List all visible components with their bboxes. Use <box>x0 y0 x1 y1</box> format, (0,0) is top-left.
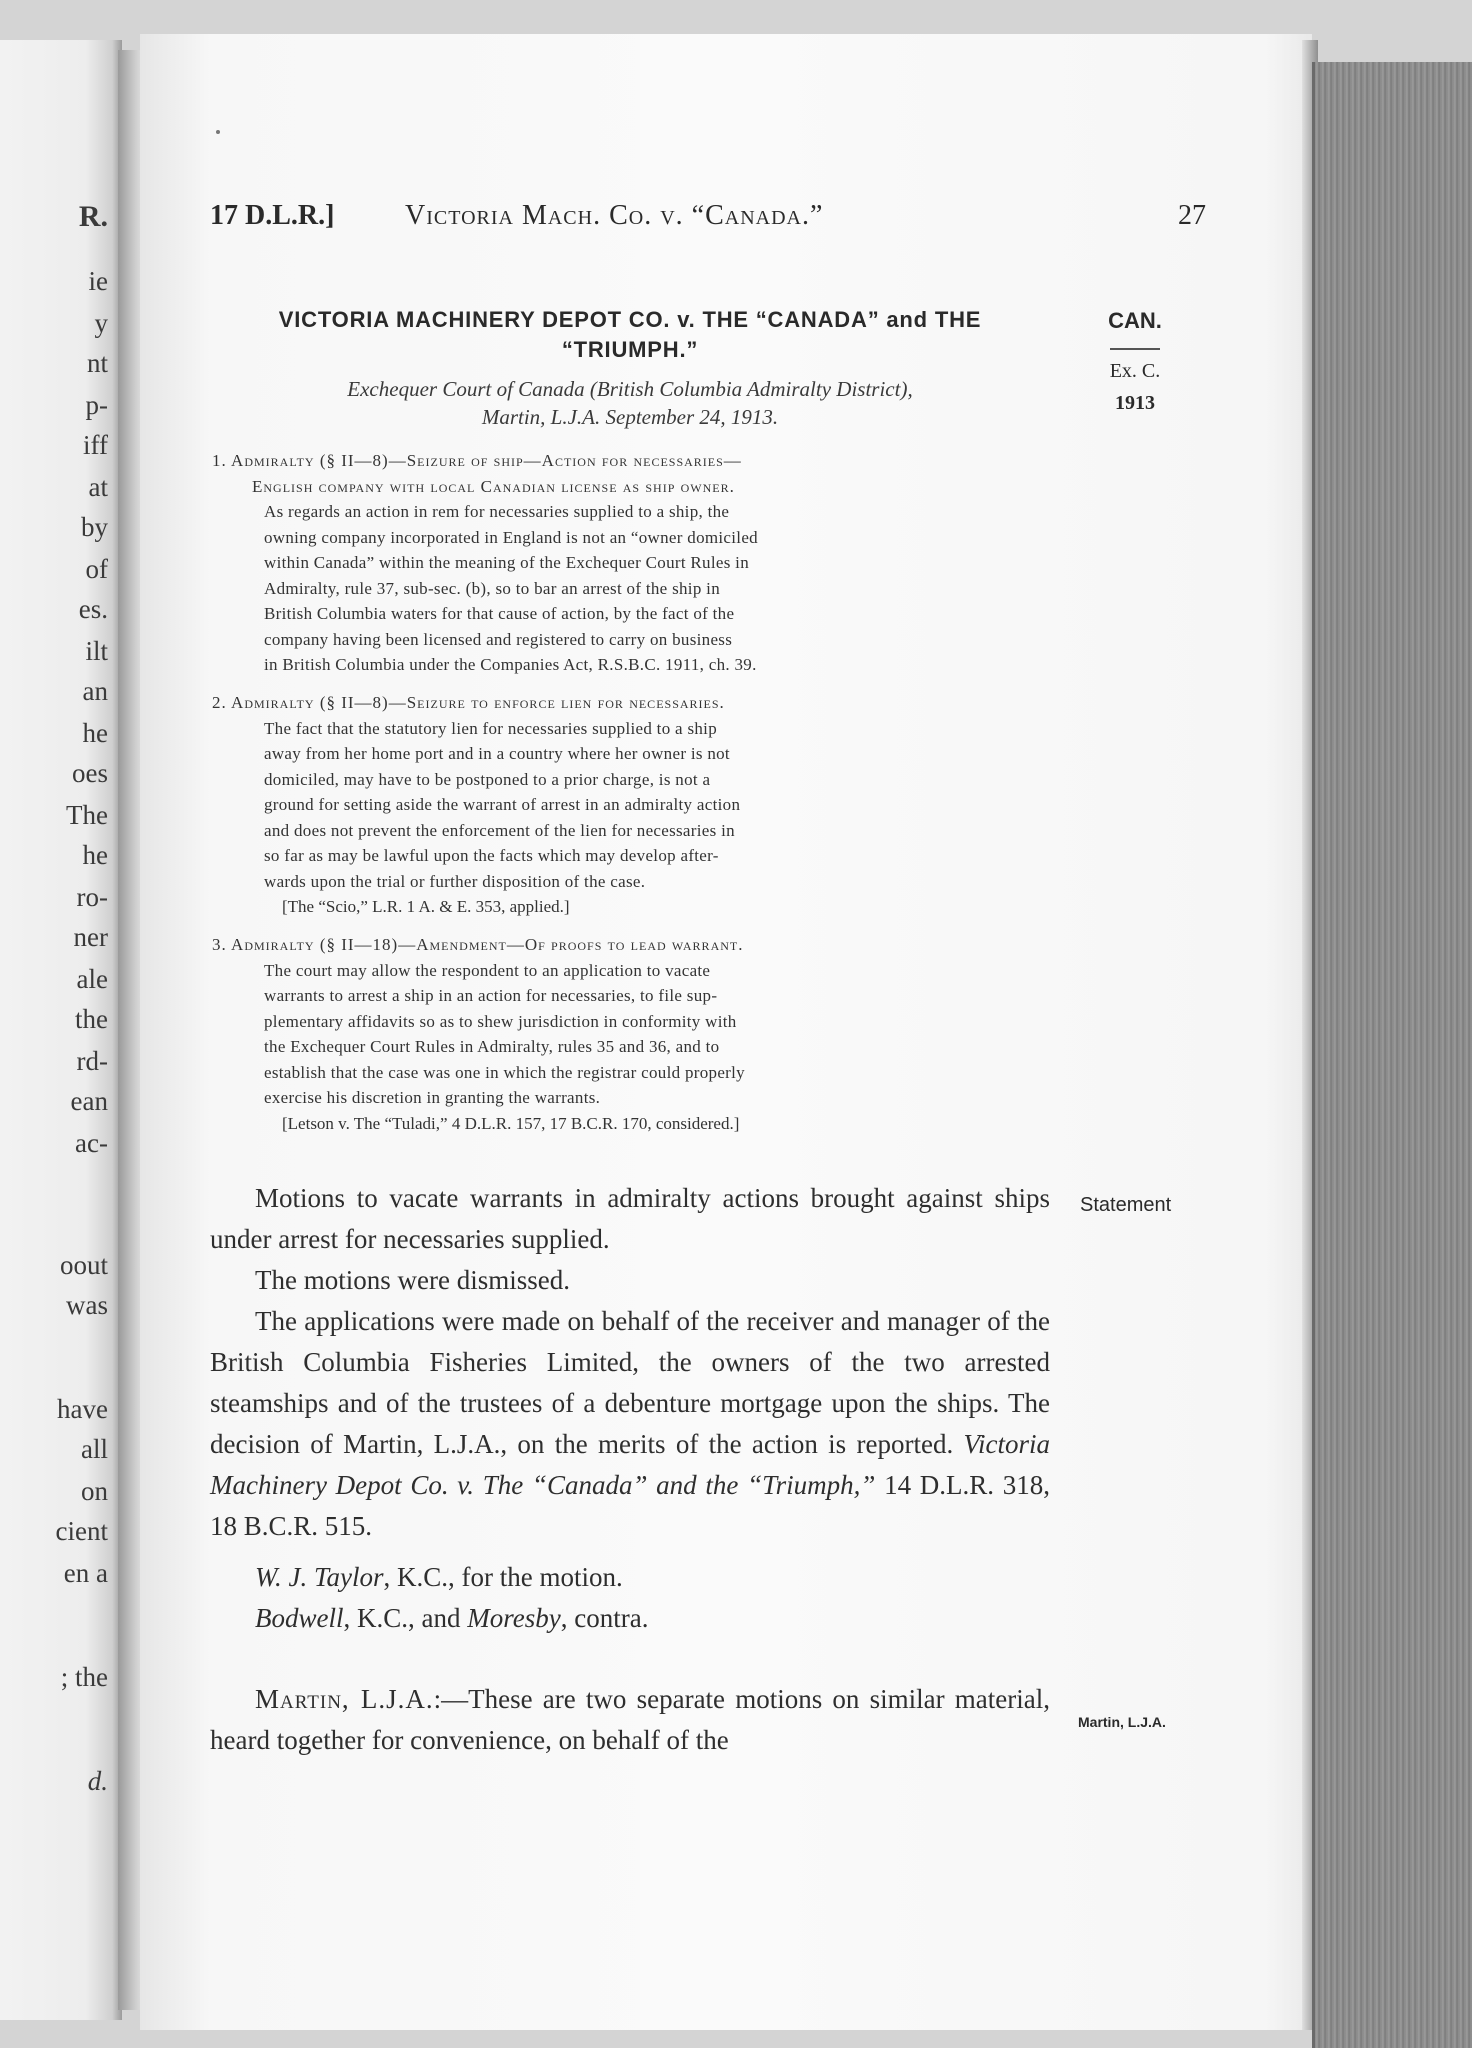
report-reference: 14 D.L.R. 318, 18 B.C.R. 515. <box>210 1470 1050 1541</box>
statement-paragraph: Motions to vacate warrants in admiralty actions brought against ships under arrest for necessaries supplied. <box>210 1183 1050 1254</box>
left-fragment: d. <box>87 1766 108 1796</box>
headnote-line: The fact that the statutory lien for necessaries supplied to a ship <box>264 718 717 738</box>
headnote-line: Admiralty, rule 37, sub-sec. (b), so to bar an arrest of the ship in <box>264 578 720 598</box>
left-fragment: ean <box>70 1086 108 1116</box>
left-fragment: oes <box>72 758 108 788</box>
headnote-line: in British Columbia under the Companies Act, R.S.B.C. 1911, ch. 39. <box>264 655 757 674</box>
headnote-line: and does not prevent the enforcement of the lien for necessaries in <box>264 820 735 840</box>
left-fragment: nt <box>86 348 108 378</box>
left-fragment: oout <box>59 1250 108 1280</box>
headnote-line: British Columbia waters for that cause of action, by the fact of the <box>264 604 735 623</box>
headnote-3 <box>212 932 1052 1136</box>
margin-judge: Martin, L.J.A. <box>1078 1714 1166 1730</box>
headnote-line: plementary affidavits so as to shew jurisdiction in conformity with <box>264 1011 737 1031</box>
headnote-citation: [Letson v. The “Tuladi,” 4 D.L.R. 157, 17 B.C.R. 170, considered.] <box>282 1113 740 1133</box>
left-fragment: by <box>81 512 108 542</box>
headnote-line: establish that the case was one in which the registrar could properly <box>264 1062 745 1082</box>
judgment-text: :—These are two separate motions on similar material, heard together for convenience, on behalf of the <box>210 1684 1050 1755</box>
left-fragment: on <box>81 1476 108 1506</box>
headnote-line: within Canada” within the meaning of the Exchequer Court Rules in <box>264 553 749 572</box>
left-fragment: he <box>82 718 108 748</box>
side-rule <box>1110 348 1160 350</box>
left-fragment: en a <box>63 1558 108 1588</box>
case-title <box>210 305 1050 365</box>
left-fragment: the <box>75 1004 108 1034</box>
case-title-line: “TRIUMPH.” <box>561 337 699 362</box>
left-fragment: all <box>81 1434 108 1464</box>
judge-name: Martin, L.J.A. <box>255 1684 434 1714</box>
speck <box>216 130 220 134</box>
headnote-heading-cont: English company with local Canadian license as ship owner. <box>252 476 735 496</box>
headnote-heading: 2. Admiralty (§ II—8)—Seizure to enforce lien for necessaries. <box>212 693 725 712</box>
headnote-line: the Exchequer Court Rules in Admiralty, rules 35 and 36, and to <box>264 1037 720 1056</box>
court-line <box>210 375 1050 431</box>
headnote-1 <box>212 448 1052 678</box>
left-fragment: was <box>66 1290 108 1320</box>
left-fragment: ac- <box>75 1128 108 1158</box>
headnote-line: warrants to arrest a ship in an action for necessaries, to file sup- <box>264 986 718 1005</box>
counsel-role: , K.C., for the motion. <box>383 1562 623 1592</box>
counsel-name: W. J. Taylor <box>255 1562 384 1592</box>
headnote-line: As regards an action in rem for necessaries supplied to a ship, the <box>264 502 730 521</box>
report-citation: Victoria Machinery Depot Co. v. The “Canada” and the “Triumph,” <box>210 1429 1050 1500</box>
left-fragment: p- <box>85 390 108 420</box>
counsel-joiner: , K.C., and <box>343 1603 468 1633</box>
left-fragment: y <box>94 308 108 338</box>
running-title: Victoria Mach. Co. v. “Canada.” <box>405 200 824 231</box>
page-number: 27 <box>1178 200 1206 231</box>
left-fragment: an <box>82 676 108 706</box>
counsel-role: , contra. <box>560 1603 649 1633</box>
left-fragment: es. <box>78 594 108 624</box>
headnote-2 <box>212 690 1052 920</box>
left-facing-page <box>0 40 122 2020</box>
left-fragment: ner <box>73 922 108 952</box>
applications-text: The applications were made on behalf of the receiver and manager of the British Columbia Fisheries Limited, the owners of the two arrested steamships and of the trustees of a debenture mortgage upon the ships. The decision of Martin, L.J.A., on the merits of the action is reported. <box>210 1306 1050 1459</box>
applications-paragraph <box>210 1301 1050 1547</box>
judge-date: Martin, L.J.A. September 24, 1913. <box>481 405 779 429</box>
headnote-citation: [The “Scio,” L.R. 1 A. & E. 353, applied.] <box>282 897 570 916</box>
headnote-line: wards upon the trial or further disposition of the case. <box>264 871 646 891</box>
volume-label: 17 D.L.R.] <box>210 200 335 231</box>
counsel-line <box>210 1598 1050 1639</box>
left-fragment: iff <box>83 430 108 460</box>
left-fragment: R. <box>78 200 108 233</box>
headnote-heading: 1. Admiralty (§ II—8)—Seizure of ship—Action for necessaries— <box>212 451 742 470</box>
left-fragment: at <box>88 472 108 502</box>
headnote-heading: 3. Admiralty (§ II—18)—Amendment—Of proofs to lead warrant. <box>212 935 744 954</box>
left-fragment: of <box>85 554 108 584</box>
left-fragment: ilt <box>85 636 108 666</box>
book-page-edges <box>1312 62 1472 2048</box>
headnote-line: away from her home port and in a country where her owner is not <box>264 744 730 763</box>
counsel-name: Bodwell <box>255 1603 344 1633</box>
headnote-line: exercise his discretion in granting the warrants. <box>264 1088 601 1107</box>
result-paragraph: The motions were dismissed. <box>255 1265 570 1295</box>
headnote-line: company having been licensed and registered to carry on business <box>264 629 733 649</box>
counsel-line <box>210 1557 1050 1598</box>
running-header <box>210 200 1206 240</box>
left-fragment: ale <box>76 964 108 994</box>
left-fragment: The <box>66 800 108 830</box>
counsel-name: Moresby <box>467 1603 561 1633</box>
headnote-line: so far as may be lawful upon the facts which may develop after- <box>264 846 719 865</box>
judgment-paragraph <box>210 1679 1050 1761</box>
left-fragment: ie <box>88 266 108 296</box>
left-fragment: ro- <box>76 882 108 912</box>
left-fragment: have <box>57 1394 108 1424</box>
side-court: Ex. C. <box>1109 360 1161 382</box>
body-text <box>210 1178 1050 1761</box>
headnote-line: The court may allow the respondent to an application to vacate <box>264 960 711 980</box>
left-fragment: rd- <box>76 1046 108 1076</box>
headnote-line: owning company incorporated in England is not an “owner domiciled <box>264 527 758 547</box>
left-fragment: ; the <box>60 1662 108 1692</box>
side-year: 1913 <box>1115 392 1155 414</box>
headnote-line: ground for setting aside the warrant of arrest in an admiralty action <box>264 795 741 814</box>
margin-statement: Statement <box>1080 1194 1172 1216</box>
case-title-line: VICTORIA MACHINERY DEPOT CO. v. THE “CANADA” and THE <box>278 307 982 332</box>
court-name: Exchequer Court of Canada (British Columbia Admiralty District), <box>347 377 913 401</box>
left-fragment: cient <box>55 1516 108 1546</box>
headnote-line: domiciled, may have to be postponed to a prior charge, is not a <box>264 769 711 789</box>
left-fragment: he <box>82 840 108 870</box>
side-jurisdiction: CAN. <box>1108 308 1162 333</box>
